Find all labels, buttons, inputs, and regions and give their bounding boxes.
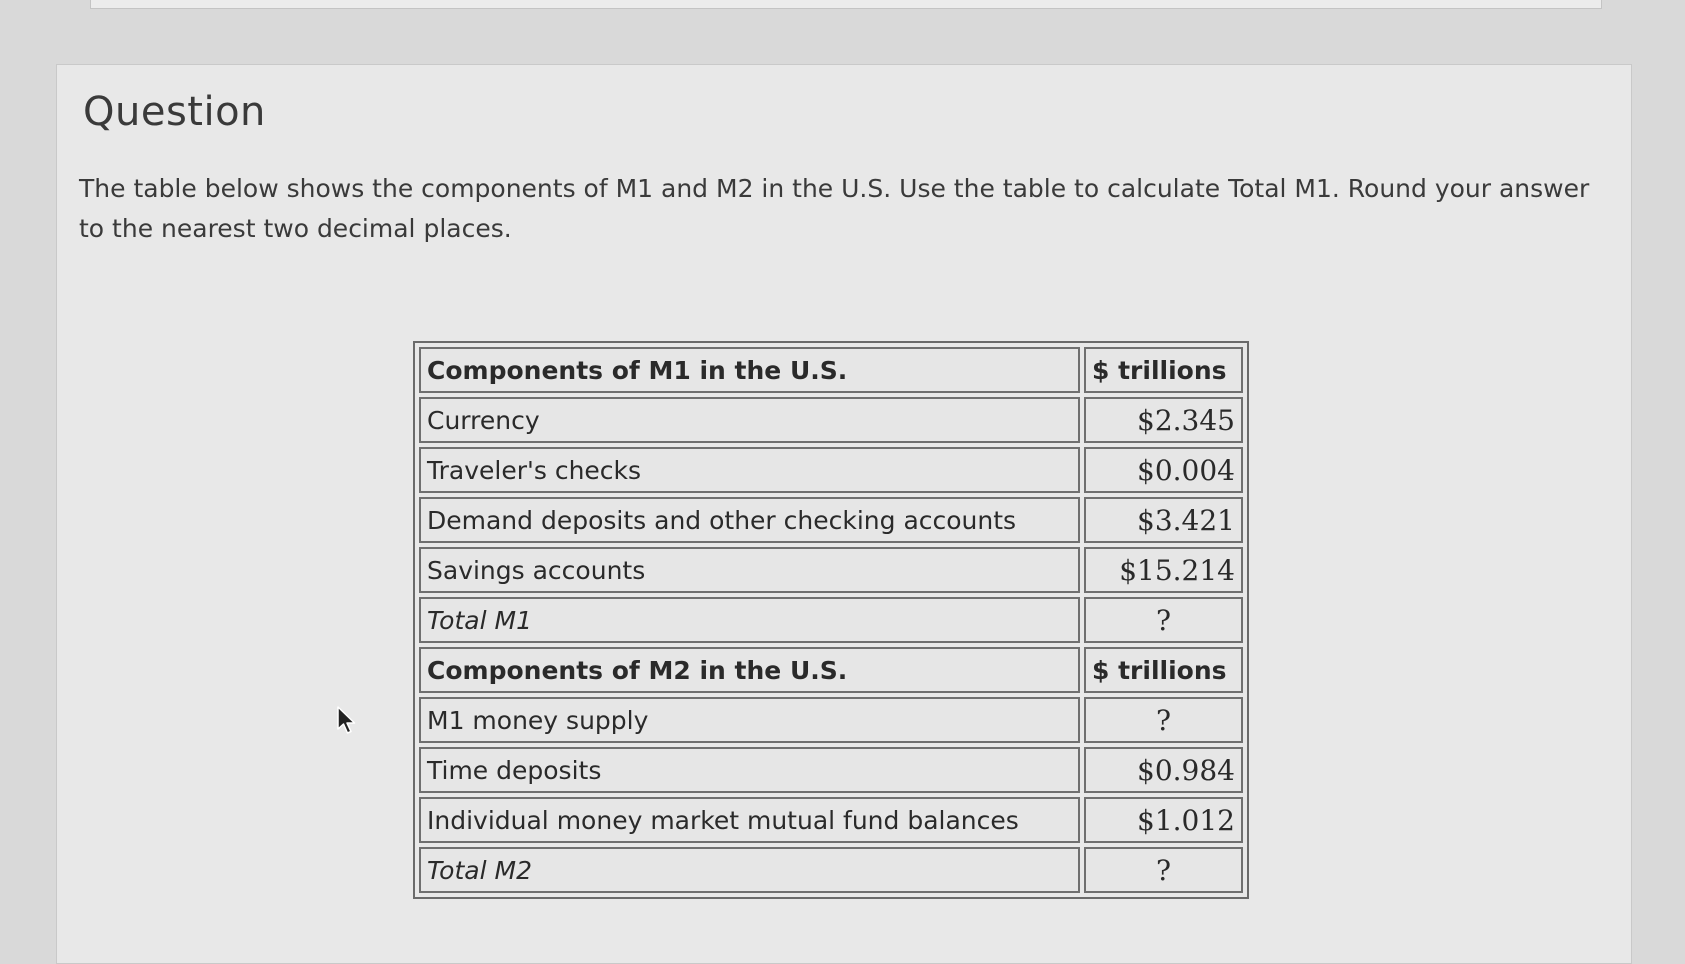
row-value: $ trillions: [1084, 347, 1243, 393]
row-label: Total M1: [419, 597, 1080, 643]
row-value: $15.214: [1084, 547, 1243, 593]
table-header-row-m2: [419, 647, 1243, 693]
question-text: The table below shows the components of M1 and M2 in the U.S. Use the table to calculate Total M1. Round your answer to the nearest two decimal places.: [79, 174, 1590, 243]
row-label: Components of M1 in the U.S.: [419, 347, 1080, 393]
table-row-total-m2: [419, 847, 1243, 893]
question-title: Question: [83, 89, 266, 135]
row-label: Components of M2 in the U.S.: [419, 647, 1080, 693]
table-row: [419, 447, 1243, 493]
table-row: [419, 497, 1243, 543]
row-label: Traveler's checks: [419, 447, 1080, 493]
row-value: $2.345: [1084, 397, 1243, 443]
row-value: $0.004: [1084, 447, 1243, 493]
question-card: [56, 64, 1632, 964]
mouse-pointer-icon: [336, 706, 358, 736]
row-label: Currency: [419, 397, 1080, 443]
row-label: Time deposits: [419, 747, 1080, 793]
row-value: $1.012: [1084, 797, 1243, 843]
row-value: ?: [1084, 597, 1243, 643]
table-row: [419, 397, 1243, 443]
background-panel: [90, 0, 1602, 9]
table-row: [419, 797, 1243, 843]
row-value: ?: [1084, 697, 1243, 743]
table-row: [419, 697, 1243, 743]
row-label: Savings accounts: [419, 547, 1080, 593]
table-header-row-m1: [419, 347, 1243, 393]
table-row: [419, 747, 1243, 793]
row-label: Individual money market mutual fund balances: [419, 797, 1080, 843]
table-row-total-m1: [419, 597, 1243, 643]
money-supply-table: [413, 341, 1249, 899]
row-label: Total M2: [419, 847, 1080, 893]
row-label: Demand deposits and other checking accounts: [419, 497, 1080, 543]
row-value: $0.984: [1084, 747, 1243, 793]
row-value: ?: [1084, 847, 1243, 893]
row-label: M1 money supply: [419, 697, 1080, 743]
table-row: [419, 547, 1243, 593]
row-value: $ trillions: [1084, 647, 1243, 693]
row-value: $3.421: [1084, 497, 1243, 543]
